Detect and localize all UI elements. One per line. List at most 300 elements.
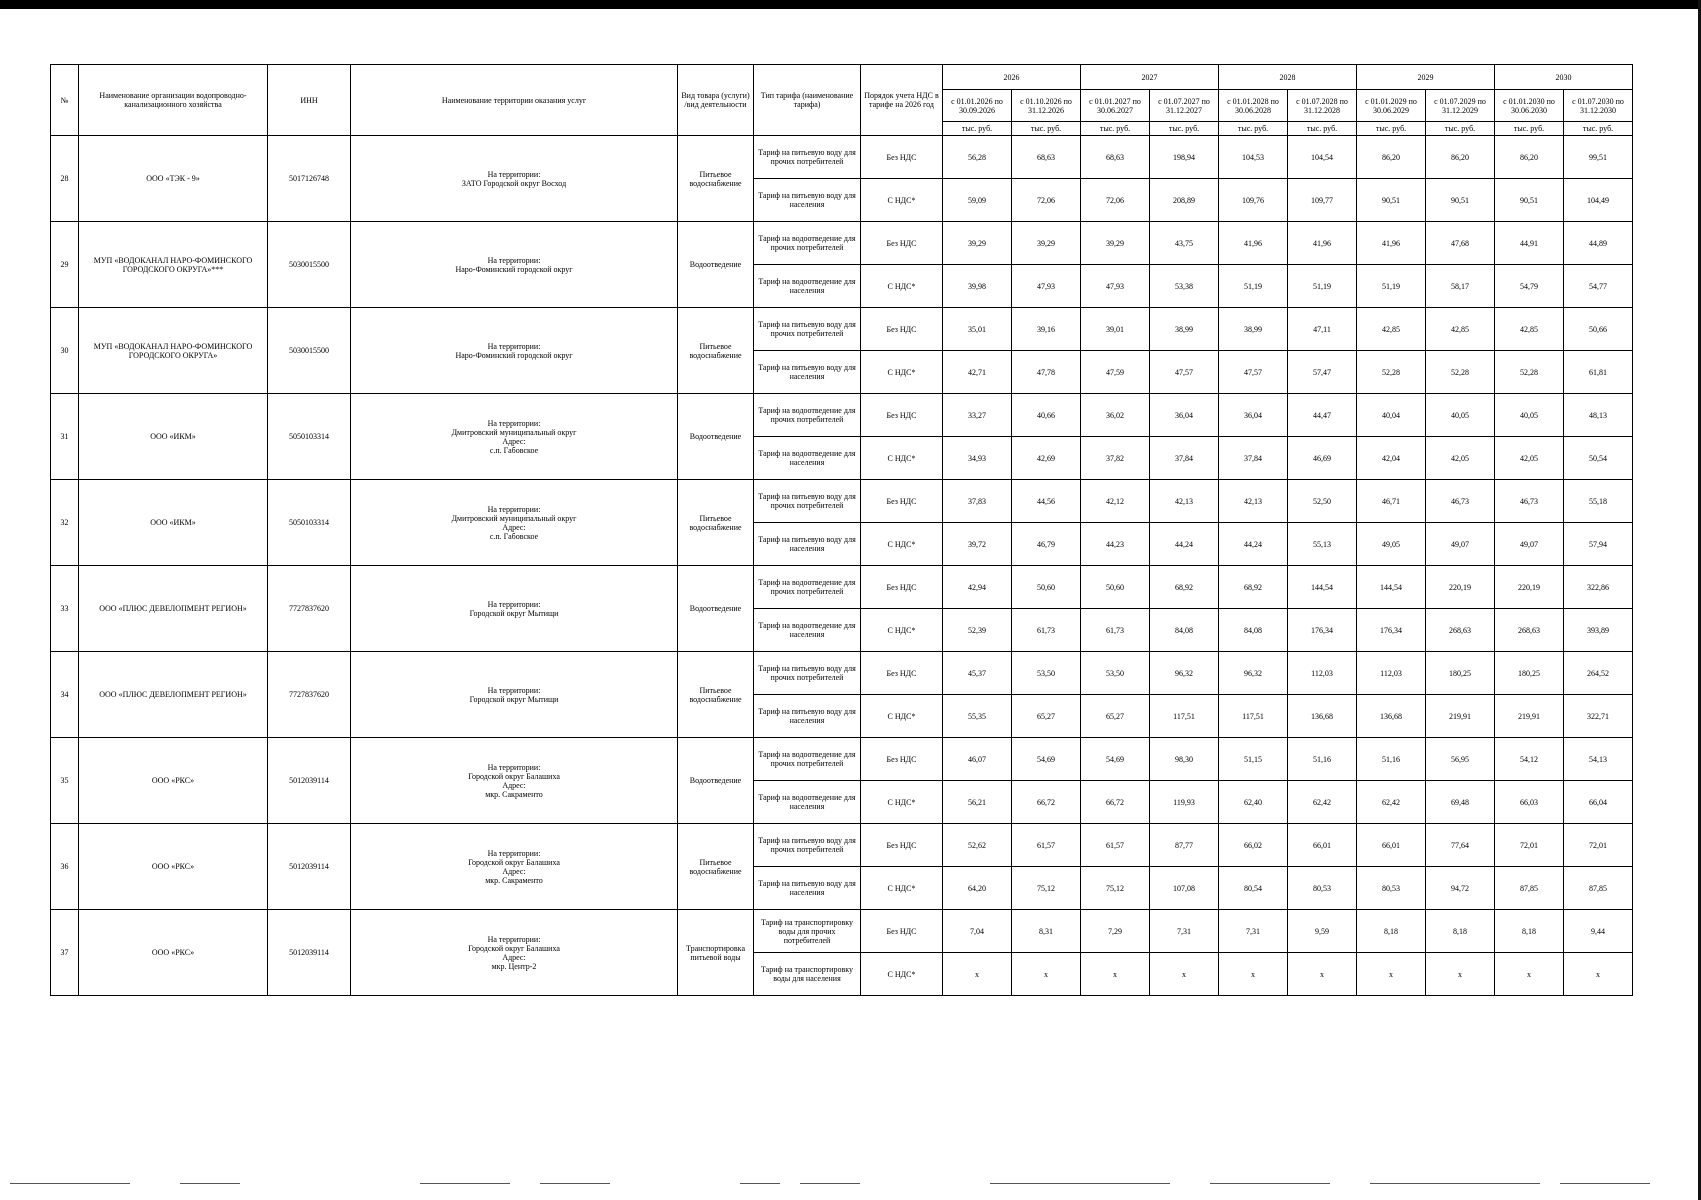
header-unit: тыс. руб.	[1150, 122, 1219, 136]
tariff-value: 77,64	[1426, 824, 1495, 867]
tariff-value: 107,08	[1150, 867, 1219, 910]
tariff-value: 104,54	[1288, 136, 1357, 179]
header-unit: тыс. руб.	[1288, 122, 1357, 136]
table-row	[51, 394, 1633, 437]
tariff-type: Тариф на питьевую воду для прочих потребителей	[754, 308, 861, 351]
tariff-value: x	[1150, 953, 1219, 996]
tariff-value: 47,11	[1288, 308, 1357, 351]
tariff-value: 37,84	[1150, 437, 1219, 480]
tariff-value: 94,72	[1426, 867, 1495, 910]
header-tariff-type: Тип тарифа (наименование тарифа)	[754, 65, 861, 136]
tariff-type: Тариф на питьевую воду для населения	[754, 351, 861, 394]
tariff-type: Тариф на водоотведение для населения	[754, 437, 861, 480]
vat-order: С НДС*	[861, 265, 943, 308]
org-inn: 5012039114	[268, 824, 351, 910]
tariff-value: 57,94	[1564, 523, 1633, 566]
tariff-type: Тариф на питьевую воду для населения	[754, 867, 861, 910]
tariff-value: 55,35	[943, 695, 1012, 738]
tariff-value: x	[1081, 953, 1150, 996]
tariff-value: 42,85	[1357, 308, 1426, 351]
table-body	[51, 136, 1633, 996]
tariff-value: 40,04	[1357, 394, 1426, 437]
header-unit: тыс. руб.	[1012, 122, 1081, 136]
tariff-value: 51,19	[1357, 265, 1426, 308]
tariff-value: 65,27	[1081, 695, 1150, 738]
header-vat-order: Порядок учета НДС в тарифе на 2026 год	[861, 65, 943, 136]
tariff-value: 62,42	[1288, 781, 1357, 824]
vat-order: С НДС*	[861, 953, 943, 996]
header-inn: ИНН	[268, 65, 351, 136]
tariff-value: 54,69	[1012, 738, 1081, 781]
tariff-value: 109,76	[1219, 179, 1288, 222]
header-period: с 01.07.2027 по 31.12.2027	[1150, 90, 1219, 122]
tariff-value: 72,01	[1564, 824, 1633, 867]
tariff-value: 49,07	[1426, 523, 1495, 566]
tariff-value: 69,48	[1426, 781, 1495, 824]
vat-order: С НДС*	[861, 867, 943, 910]
tariff-value: 104,53	[1219, 136, 1288, 179]
tariff-value: 42,05	[1495, 437, 1564, 480]
tariff-value: 45,37	[943, 652, 1012, 695]
tariff-value: 39,72	[943, 523, 1012, 566]
tariff-value: 57,47	[1288, 351, 1357, 394]
goods-type: Питьевое водоснабжение	[678, 308, 754, 394]
tariff-value: 68,92	[1219, 566, 1288, 609]
org-name: ООО «ПЛЮС ДЕВЕЛОПМЕНТ РЕГИОН»	[79, 652, 268, 738]
tariff-value: 35,01	[943, 308, 1012, 351]
tariff-value: 52,39	[943, 609, 1012, 652]
tariff-value: 268,63	[1426, 609, 1495, 652]
header-unit: тыс. руб.	[1495, 122, 1564, 136]
vat-order: Без НДС	[861, 480, 943, 523]
table-row	[51, 480, 1633, 523]
tariff-value: 219,91	[1426, 695, 1495, 738]
table-row	[51, 136, 1633, 179]
service-territory: На территории: Городской округ Балашиха Адрес: мкр. Сакраменто	[351, 824, 678, 910]
tariff-value: 86,20	[1426, 136, 1495, 179]
tariff-value: 53,50	[1081, 652, 1150, 695]
service-territory: На территории: Городской округ Мытищи	[351, 652, 678, 738]
tariff-value: 51,15	[1219, 738, 1288, 781]
tariff-value: x	[1426, 953, 1495, 996]
table-row	[51, 738, 1633, 781]
table-row	[51, 222, 1633, 265]
header-period: с 01.01.2028 по 30.06.2028	[1219, 90, 1288, 122]
tariff-value: x	[1495, 953, 1564, 996]
org-name: ООО «ИКМ»	[79, 480, 268, 566]
vat-order: Без НДС	[861, 910, 943, 953]
tariff-value: 42,05	[1426, 437, 1495, 480]
tariff-value: 44,89	[1564, 222, 1633, 265]
tariff-value: 87,77	[1150, 824, 1219, 867]
tariff-value: 42,71	[943, 351, 1012, 394]
tariff-value: 61,57	[1081, 824, 1150, 867]
header-territory: Наименование территории оказания услуг	[351, 65, 678, 136]
org-name: ООО «РКС»	[79, 738, 268, 824]
tariff-value: 47,93	[1081, 265, 1150, 308]
tariff-value: x	[943, 953, 1012, 996]
tariff-value: 87,85	[1564, 867, 1633, 910]
tariff-value: 44,23	[1081, 523, 1150, 566]
goods-type: Водоотведение	[678, 222, 754, 308]
tariff-value: 61,57	[1012, 824, 1081, 867]
tariff-type: Тариф на питьевую воду для прочих потребителей	[754, 652, 861, 695]
tariff-value: 54,79	[1495, 265, 1564, 308]
tariff-value: 50,66	[1564, 308, 1633, 351]
tariff-value: 104,49	[1564, 179, 1633, 222]
tariff-value: 8,31	[1012, 910, 1081, 953]
org-inn: 5050103314	[268, 480, 351, 566]
tariff-value: 58,17	[1426, 265, 1495, 308]
org-inn: 5050103314	[268, 394, 351, 480]
header-year: 2028	[1219, 65, 1357, 90]
tariff-type: Тариф на водоотведение для прочих потребителей	[754, 394, 861, 437]
tariff-table	[50, 64, 1633, 996]
header-period: с 01.07.2030 по 31.12.2030	[1564, 90, 1633, 122]
tariff-value: 61,73	[1012, 609, 1081, 652]
tariff-value: 39,29	[1012, 222, 1081, 265]
vat-order: Без НДС	[861, 824, 943, 867]
tariff-value: 72,06	[1012, 179, 1081, 222]
tariff-value: 42,94	[943, 566, 1012, 609]
tariff-value: 7,29	[1081, 910, 1150, 953]
header-unit: тыс. руб.	[943, 122, 1012, 136]
tariff-value: 42,13	[1150, 480, 1219, 523]
tariff-value: 136,68	[1288, 695, 1357, 738]
tariff-value: 86,20	[1357, 136, 1426, 179]
tariff-value: 219,91	[1495, 695, 1564, 738]
vat-order: С НДС*	[861, 695, 943, 738]
service-territory: На территории: Городской округ Балашиха Адрес: мкр. Центр-2	[351, 910, 678, 996]
tariff-value: 80,53	[1357, 867, 1426, 910]
table-row	[51, 824, 1633, 867]
goods-type: Питьевое водоснабжение	[678, 480, 754, 566]
tariff-value: 86,20	[1495, 136, 1564, 179]
header-goods-type: Вид товара (услуги) /вид деятельности	[678, 65, 754, 136]
header-year: 2030	[1495, 65, 1633, 90]
tariff-value: 322,86	[1564, 566, 1633, 609]
org-name: ООО «ПЛЮС ДЕВЕЛОПМЕНТ РЕГИОН»	[79, 566, 268, 652]
service-territory: На территории: Дмитровский муниципальный округ Адрес: с.п. Габовское	[351, 394, 678, 480]
row-number: 30	[51, 308, 79, 394]
header-period: с 01.01.2030 по 30.06.2030	[1495, 90, 1564, 122]
org-name: ООО «ТЭК - 9»	[79, 136, 268, 222]
goods-type: Питьевое водоснабжение	[678, 824, 754, 910]
header-year: 2026	[943, 65, 1081, 90]
org-name: ООО «РКС»	[79, 910, 268, 996]
tariff-value: 176,34	[1288, 609, 1357, 652]
tariff-value: 84,08	[1219, 609, 1288, 652]
tariff-value: 53,50	[1012, 652, 1081, 695]
vat-order: Без НДС	[861, 652, 943, 695]
org-inn: 7727837620	[268, 652, 351, 738]
vat-order: С НДС*	[861, 179, 943, 222]
table-row	[51, 308, 1633, 351]
org-inn: 7727837620	[268, 566, 351, 652]
tariff-value: 8,18	[1426, 910, 1495, 953]
tariff-value: 84,08	[1150, 609, 1219, 652]
tariff-value: 393,89	[1564, 609, 1633, 652]
header-org-name: Наименование организации водопроводно-канализационного хозяйства	[79, 65, 268, 136]
tariff-value: 41,96	[1288, 222, 1357, 265]
tariff-value: 36,04	[1150, 394, 1219, 437]
org-name: МУП «ВОДОКАНАЛ НАРО-ФОМИНСКОГО ГОРОДСКОГО ОКРУГА»	[79, 308, 268, 394]
tariff-value: 49,05	[1357, 523, 1426, 566]
tariff-value: 54,12	[1495, 738, 1564, 781]
tariff-value: 7,04	[943, 910, 1012, 953]
org-name: МУП «ВОДОКАНАЛ НАРО-ФОМИНСКОГО ГОРОДСКОГО ОКРУГА»***	[79, 222, 268, 308]
tariff-value: 50,60	[1012, 566, 1081, 609]
tariff-value: 53,38	[1150, 265, 1219, 308]
tariff-value: 54,13	[1564, 738, 1633, 781]
tariff-value: 46,73	[1426, 480, 1495, 523]
table-header	[51, 65, 1633, 136]
row-number: 32	[51, 480, 79, 566]
tariff-value: 72,06	[1081, 179, 1150, 222]
tariff-value: 109,77	[1288, 179, 1357, 222]
tariff-value: 47,68	[1426, 222, 1495, 265]
tariff-type: Тариф на питьевую воду для населения	[754, 179, 861, 222]
tariff-value: 66,72	[1081, 781, 1150, 824]
tariff-value: 40,05	[1426, 394, 1495, 437]
tariff-value: 42,12	[1081, 480, 1150, 523]
tariff-value: 68,92	[1150, 566, 1219, 609]
tariff-value: 59,09	[943, 179, 1012, 222]
tariff-type: Тариф на водоотведение для прочих потребителей	[754, 738, 861, 781]
tariff-value: 52,28	[1426, 351, 1495, 394]
tariff-value: 264,52	[1564, 652, 1633, 695]
tariff-type: Тариф на водоотведение для прочих потребителей	[754, 222, 861, 265]
tariff-value: 41,96	[1357, 222, 1426, 265]
vat-order: Без НДС	[861, 738, 943, 781]
tariff-value: 80,54	[1219, 867, 1288, 910]
tariff-value: 44,56	[1012, 480, 1081, 523]
tariff-value: 38,99	[1150, 308, 1219, 351]
tariff-value: 43,75	[1150, 222, 1219, 265]
tariff-value: 51,16	[1357, 738, 1426, 781]
header-unit: тыс. руб.	[1564, 122, 1633, 136]
row-number: 36	[51, 824, 79, 910]
header-period: с 01.01.2029 по 30.06.2029	[1357, 90, 1426, 122]
tariff-value: 41,96	[1219, 222, 1288, 265]
tariff-type: Тариф на питьевую воду для прочих потребителей	[754, 824, 861, 867]
header-year: 2029	[1357, 65, 1495, 90]
tariff-value: 62,40	[1219, 781, 1288, 824]
service-territory: На территории: Городской округ Балашиха Адрес: мкр. Сакраменто	[351, 738, 678, 824]
tariff-value: x	[1357, 953, 1426, 996]
tariff-value: 98,30	[1150, 738, 1219, 781]
tariff-value: 72,01	[1495, 824, 1564, 867]
tariff-value: 52,28	[1357, 351, 1426, 394]
tariff-value: 50,60	[1081, 566, 1150, 609]
row-number: 31	[51, 394, 79, 480]
tariff-value: 8,18	[1357, 910, 1426, 953]
tariff-value: 322,71	[1564, 695, 1633, 738]
vat-order: Без НДС	[861, 394, 943, 437]
tariff-value: 39,98	[943, 265, 1012, 308]
tariff-type: Тариф на транспортировку воды для прочих потребителей	[754, 910, 861, 953]
header-no: №	[51, 65, 79, 136]
tariff-value: 87,85	[1495, 867, 1564, 910]
tariff-type: Тариф на водоотведение для населения	[754, 265, 861, 308]
tariff-value: 56,21	[943, 781, 1012, 824]
tariff-type: Тариф на питьевую воду для прочих потребителей	[754, 136, 861, 179]
tariff-value: 54,69	[1081, 738, 1150, 781]
org-inn: 5030015500	[268, 308, 351, 394]
vat-order: Без НДС	[861, 222, 943, 265]
tariff-value: 80,53	[1288, 867, 1357, 910]
tariff-value: 47,57	[1150, 351, 1219, 394]
tariff-value: 47,78	[1012, 351, 1081, 394]
tariff-value: 42,04	[1357, 437, 1426, 480]
tariff-value: 54,77	[1564, 265, 1633, 308]
tariff-value: 75,12	[1081, 867, 1150, 910]
tariff-value: 34,93	[943, 437, 1012, 480]
tariff-value: 208,89	[1150, 179, 1219, 222]
row-number: 34	[51, 652, 79, 738]
tariff-value: 55,18	[1564, 480, 1633, 523]
tariff-value: 39,29	[943, 222, 1012, 265]
tariff-value: 66,01	[1288, 824, 1357, 867]
tariff-value: 40,05	[1495, 394, 1564, 437]
tariff-value: 117,51	[1150, 695, 1219, 738]
header-unit: тыс. руб.	[1426, 122, 1495, 136]
goods-type: Питьевое водоснабжение	[678, 136, 754, 222]
vat-order: С НДС*	[861, 523, 943, 566]
tariff-value: 64,20	[943, 867, 1012, 910]
tariff-value: 44,47	[1288, 394, 1357, 437]
tariff-value: 46,71	[1357, 480, 1426, 523]
tariff-type: Тариф на питьевую воду для прочих потребителей	[754, 480, 861, 523]
tariff-value: 46,79	[1012, 523, 1081, 566]
service-territory: На территории: Городской округ Мытищи	[351, 566, 678, 652]
tariff-value: 117,51	[1219, 695, 1288, 738]
vat-order: Без НДС	[861, 566, 943, 609]
tariff-value: 46,73	[1495, 480, 1564, 523]
tariff-value: 47,57	[1219, 351, 1288, 394]
tariff-value: 46,07	[943, 738, 1012, 781]
tariff-value: 44,24	[1219, 523, 1288, 566]
header-year: 2027	[1081, 65, 1219, 90]
tariff-value: 44,24	[1150, 523, 1219, 566]
tariff-value: 144,54	[1288, 566, 1357, 609]
header-row-years	[51, 65, 1633, 90]
tariff-value: 42,69	[1012, 437, 1081, 480]
header-unit: тыс. руб.	[1357, 122, 1426, 136]
tariff-value: 56,95	[1426, 738, 1495, 781]
tariff-value: 42,85	[1495, 308, 1564, 351]
scan-bottom-noise	[0, 1183, 1701, 1189]
vat-order: С НДС*	[861, 781, 943, 824]
tariff-value: 56,28	[943, 136, 1012, 179]
tariff-value: 268,63	[1495, 609, 1564, 652]
tariff-value: 66,04	[1564, 781, 1633, 824]
tariff-value: 48,13	[1564, 394, 1633, 437]
tariff-value: 42,85	[1426, 308, 1495, 351]
tariff-value: 39,29	[1081, 222, 1150, 265]
tariff-value: 42,13	[1219, 480, 1288, 523]
tariff-value: 9,44	[1564, 910, 1633, 953]
tariff-value: 119,93	[1150, 781, 1219, 824]
tariff-value: 96,32	[1150, 652, 1219, 695]
vat-order: С НДС*	[861, 351, 943, 394]
row-number: 28	[51, 136, 79, 222]
tariff-value: 52,62	[943, 824, 1012, 867]
tariff-value: 61,73	[1081, 609, 1150, 652]
tariff-value: x	[1288, 953, 1357, 996]
tariff-value: 198,94	[1150, 136, 1219, 179]
tariff-value: 112,03	[1357, 652, 1426, 695]
tariff-type: Тариф на питьевую воду для населения	[754, 523, 861, 566]
tariff-value: 37,83	[943, 480, 1012, 523]
goods-type: Водоотведение	[678, 566, 754, 652]
tariff-value: 46,69	[1288, 437, 1357, 480]
tariff-value: 40,66	[1012, 394, 1081, 437]
table-row	[51, 652, 1633, 695]
tariff-value: x	[1564, 953, 1633, 996]
tariff-value: 180,25	[1426, 652, 1495, 695]
tariff-value: 7,31	[1219, 910, 1288, 953]
row-number: 37	[51, 910, 79, 996]
goods-type: Транспортировка питьевой воды	[678, 910, 754, 996]
tariff-value: 90,51	[1357, 179, 1426, 222]
org-name: ООО «РКС»	[79, 824, 268, 910]
vat-order: С НДС*	[861, 437, 943, 480]
tariff-value: 220,19	[1426, 566, 1495, 609]
tariff-value: 37,84	[1219, 437, 1288, 480]
tariff-value: 8,18	[1495, 910, 1564, 953]
org-inn: 5030015500	[268, 222, 351, 308]
tariff-type: Тариф на транспортировку воды для населения	[754, 953, 861, 996]
tariff-value: 96,32	[1219, 652, 1288, 695]
header-period: с 01.07.2029 по 31.12.2029	[1426, 90, 1495, 122]
tariff-value: 51,16	[1288, 738, 1357, 781]
tariff-type: Тариф на питьевую воду для населения	[754, 695, 861, 738]
header-period: с 01.10.2026 по 31.12.2026	[1012, 90, 1081, 122]
org-name: ООО «ИКМ»	[79, 394, 268, 480]
org-inn: 5017126748	[268, 136, 351, 222]
tariff-type: Тариф на водоотведение для прочих потребителей	[754, 566, 861, 609]
row-number: 29	[51, 222, 79, 308]
tariff-value: 51,19	[1288, 265, 1357, 308]
org-inn: 5012039114	[268, 738, 351, 824]
goods-type: Водоотведение	[678, 394, 754, 480]
vat-order: Без НДС	[861, 308, 943, 351]
tariff-value: 7,31	[1150, 910, 1219, 953]
header-period: с 01.01.2026 по 30.09.2026	[943, 90, 1012, 122]
tariff-value: 47,59	[1081, 351, 1150, 394]
tariff-value: 68,63	[1081, 136, 1150, 179]
row-number: 33	[51, 566, 79, 652]
tariff-value: 66,01	[1357, 824, 1426, 867]
goods-type: Питьевое водоснабжение	[678, 652, 754, 738]
tariff-value: 50,54	[1564, 437, 1633, 480]
goods-type: Водоотведение	[678, 738, 754, 824]
tariff-value: 220,19	[1495, 566, 1564, 609]
tariff-value: 39,01	[1081, 308, 1150, 351]
service-territory: На территории: Наро-Фоминский городской округ	[351, 222, 678, 308]
tariff-value: x	[1219, 953, 1288, 996]
tariff-type: Тариф на водоотведение для населения	[754, 609, 861, 652]
tariff-value: 180,25	[1495, 652, 1564, 695]
tariff-value: 36,04	[1219, 394, 1288, 437]
tariff-value: 39,16	[1012, 308, 1081, 351]
tariff-value: 47,93	[1012, 265, 1081, 308]
tariff-value: x	[1012, 953, 1081, 996]
tariff-value: 51,19	[1219, 265, 1288, 308]
header-period: с 01.01.2027 по 30.06.2027	[1081, 90, 1150, 122]
tariff-value: 66,02	[1219, 824, 1288, 867]
